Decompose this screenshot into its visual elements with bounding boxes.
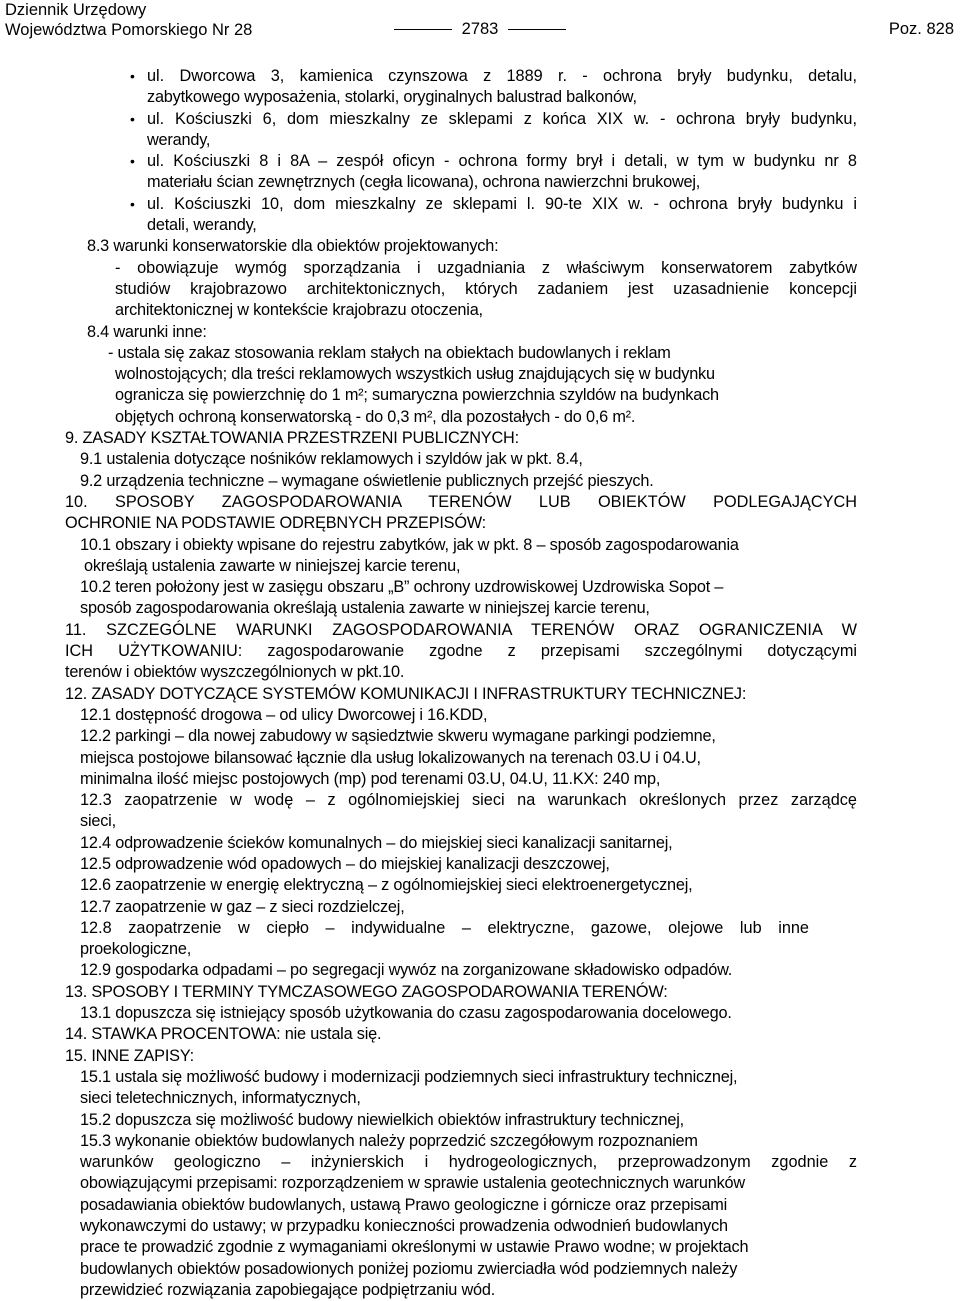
text-line: 12.8 zaopatrzenie w ciepło – indywidualne – elektryczne, gazowe, olejowe lub inne xyxy=(80,918,809,937)
text-line: materiału ścian zewnętrznych (cegła licowana), ochrona nawierzchni brukowej, xyxy=(147,173,701,192)
text-line: 12.9 gospodarka odpadami – po segregacji wywóz na zorganizowane składowisko odpadów. xyxy=(80,961,733,980)
text-line: - obowiązuje wymóg sporządzania i uzgadniania z właściwym konserwatorem zabytków xyxy=(115,258,857,277)
text-line: 15.3 wykonanie obiektów budowlanych należy poprzedzić szczegółowym rozpoznaniem xyxy=(80,1131,698,1150)
section-heading: 10. SPOSOBY ZAGOSPODAROWANIA TERENÓW LUB OBIEKTÓW PODLEGAJĄCYCH xyxy=(65,492,857,511)
bullet-icon: • xyxy=(130,110,135,127)
text-line: 12.1 dostępność drogowa – od ulicy Dworcowej i 16.KDD, xyxy=(80,705,488,724)
list-item xyxy=(0,194,960,237)
text-line: ICH UŻYTKOWANIU: zagospodarowanie zgodne z przepisami szczególnymi dotyczącymi xyxy=(65,642,857,661)
text-line: zabytkowego wyposażenia, stolarki, oryginalnych balustrad balkonów, xyxy=(147,88,637,107)
text-line: miejsca postojowe bilansować łącznie dla usług lokalizowanych na terenach 03.U i 04.U, xyxy=(80,748,701,767)
text-line: 12.2 parkingi – dla nowej zabudowy w sąsiedztwie skweru wymagane parkingi podziemne, xyxy=(80,727,716,746)
section-heading: 15. INNE ZAPISY: xyxy=(65,1046,194,1065)
text-line: objętych ochroną konserwatorską - do 0,3 m², dla pozostałych - do 0,6 m². xyxy=(115,407,636,426)
text-line: warunków geologiczno – inżynierskich i hydrogeologicznych, przeprowadzonym zgodnie z xyxy=(80,1153,857,1172)
section-heading: 11. SZCZEGÓLNE WARUNKI ZAGOSPODAROWANIA TERENÓW ORAZ OGRANICZENIA W xyxy=(65,620,857,639)
text-line: sieci teletechnicznych, informatycznych, xyxy=(80,1089,361,1108)
section-heading: 12. ZASADY DOTYCZĄCE SYSTEMÓW KOMUNIKACJI I INFRASTRUKTURY TECHNICZNEJ: xyxy=(65,684,747,703)
text-line: studiów krajobrazowo architektonicznych, których zadaniem jest uzasadnienie koncepcji xyxy=(115,279,857,298)
bullet-icon: • xyxy=(130,153,135,170)
text-line: ul. Kościuszki 6, dom mieszkalny ze sklepami z końca XIX w. - ochrona bryły budynku, xyxy=(147,109,857,128)
document-body xyxy=(0,66,960,1301)
page-number-text: 2783 xyxy=(461,20,499,38)
text-line: werandy, xyxy=(147,130,211,149)
text-line: minimalna ilość miejsc postojowych (mp) pod terenami 03.U, 04.U, 11.KX: 240 mp, xyxy=(80,769,661,788)
text-line: ul. Kościuszki 8 i 8A – zespół oficyn - ochrona formy brył i detali, w tym w budynku nr 8 xyxy=(147,152,857,171)
section-heading: OCHRONIE NA PODSTAWIE ODRĘBNYCH PRZEPISÓW: xyxy=(65,514,486,533)
list-item xyxy=(0,109,960,152)
text-line: terenów i obiektów wyszczególnionych w pkt.10. xyxy=(65,663,405,682)
section-heading: 14. STAWKA PROCENTOWA: nie ustala się. xyxy=(65,1025,382,1044)
page-number xyxy=(0,19,960,39)
page-header xyxy=(0,0,960,44)
journal-name: Dziennik Urzędowy xyxy=(5,1,147,19)
text-line: 10.2 teren położony jest w zasięgu obszaru „B” ochrony uzdrowiskowej Uzdrowiska Sopot – xyxy=(80,578,724,597)
text-line: prace te prowadzić zgodnie z wymaganiami określonymi w ustawie Prawo wodne; w projektach xyxy=(80,1238,749,1257)
text-line: 9.2 urządzenia techniczne – wymagane oświetlenie publicznych przejść pieszych. xyxy=(80,471,654,490)
text-line: określają ustalenia zawarte w niniejszej karcie terenu, xyxy=(84,556,461,575)
list-item xyxy=(0,151,960,194)
journal-issue: Województwa Pomorskiego Nr 28 xyxy=(5,21,253,39)
text-line: ul. Dworcowa 3, kamienica czynszowa z 1889 r. - ochrona bryły budynku, detalu, xyxy=(147,67,857,85)
text-line: budowlanych obiektów posadowionych poniżej poziomu zwierciadła wód podziemnych należy xyxy=(80,1259,738,1278)
text-line: ul. Kościuszki 10, dom mieszkalny ze sklepami l. 90-te XIX w. - ochrona bryły budynku i xyxy=(147,194,857,213)
text-line: 9.1 ustalenia dotyczące nośników reklamowych i szyldów jak w pkt. 8.4, xyxy=(80,450,583,469)
text-line: obowiązującymi przepisami: rozporządzeniem w sprawie ustalenia geotechnicznych warunków xyxy=(80,1174,745,1193)
text-line: proekologiczne, xyxy=(80,940,192,959)
page-number-dash-left xyxy=(394,29,452,30)
text-line: 12.3 zaopatrzenie w wodę – z ogólnomiejskiej sieci na warunkach określonych przez zarządcę xyxy=(80,791,857,810)
text-line: sposób zagospodarowania określają ustalenia zawarte w niniejszej karcie terenu, xyxy=(80,599,650,618)
text-line: 12.5 odprowadzenie wód opadowych – do miejskiej kanalizacji deszczowej, xyxy=(80,854,610,873)
text-line: 12.4 odprowadzenie ścieków komunalnych – do miejskiej sieci kanalizacji sanitarnej, xyxy=(80,833,673,852)
text-line: architektonicznej w kontekście krajobrazu otoczenia, xyxy=(115,301,483,320)
text-line: 13.1 dopuszcza się istniejący sposób użytkowania do czasu zagospodarowania docelowego. xyxy=(80,1004,732,1023)
text-line: 12.7 zaopatrzenie w gaz – z sieci rozdzielczej, xyxy=(80,897,405,916)
text-line: sieci, xyxy=(80,812,116,831)
page-number-dash-right xyxy=(508,29,566,30)
bullet-icon: • xyxy=(130,195,135,212)
text-line: posadawiania obiektów budowlanych, ustawą Prawo geologiczne i górnicze oraz przepisami xyxy=(80,1195,728,1214)
text-line: detali, werandy, xyxy=(147,216,257,235)
list-item xyxy=(0,66,960,109)
text-line: wykonawczymi do ustawy; w przypadku konieczności prowadzenia odwodnień budowlanych xyxy=(80,1217,728,1236)
position-number: Poz. 828 xyxy=(888,20,954,38)
text-line: przewidzieć rozwiązania zapobiegające podpiętrzaniu wód. xyxy=(80,1280,496,1299)
text-line: 12.6 zaopatrzenie w energię elektryczną – z ogólnomiejskiej sieci elektroenergetycznej, xyxy=(80,876,693,895)
section-heading: 13. SPOSOBY I TERMINY TYMCZASOWEGO ZAGOSPODAROWANIA TERENÓW: xyxy=(65,982,668,1001)
text-line: 15.2 dopuszcza się możliwość budowy niewielkich obiektów infrastruktury technicznej, xyxy=(80,1110,684,1129)
text-line: 15.1 ustala się możliwość budowy i modernizacji podziemnych sieci infrastruktury technicznej, xyxy=(80,1067,738,1086)
text-line: wolnostojących; dla treści reklamowych wszystkich usług znajdujących się w budynku xyxy=(115,365,715,384)
section-heading: 8.4 warunki inne: xyxy=(87,322,207,341)
text-line: - ustala się zakaz stosowania reklam stałych na obiektach budowlanych i reklam xyxy=(108,343,671,362)
section-heading: 9. ZASADY KSZTAŁTOWANIA PRZESTRZENI PUBLICZNYCH: xyxy=(65,429,519,448)
text-line: ogranicza się powierzchnię do 1 m²; sumaryczna powierzchnia szyldów na budynkach xyxy=(115,386,719,405)
section-heading: 8.3 warunki konserwatorskie dla obiektów projektowanych: xyxy=(87,237,499,256)
text-line: 10.1 obszary i obiekty wpisane do rejestru zabytków, jak w pkt. 8 – sposób zagospodarowania xyxy=(80,535,739,554)
bullet-icon: • xyxy=(130,68,135,84)
